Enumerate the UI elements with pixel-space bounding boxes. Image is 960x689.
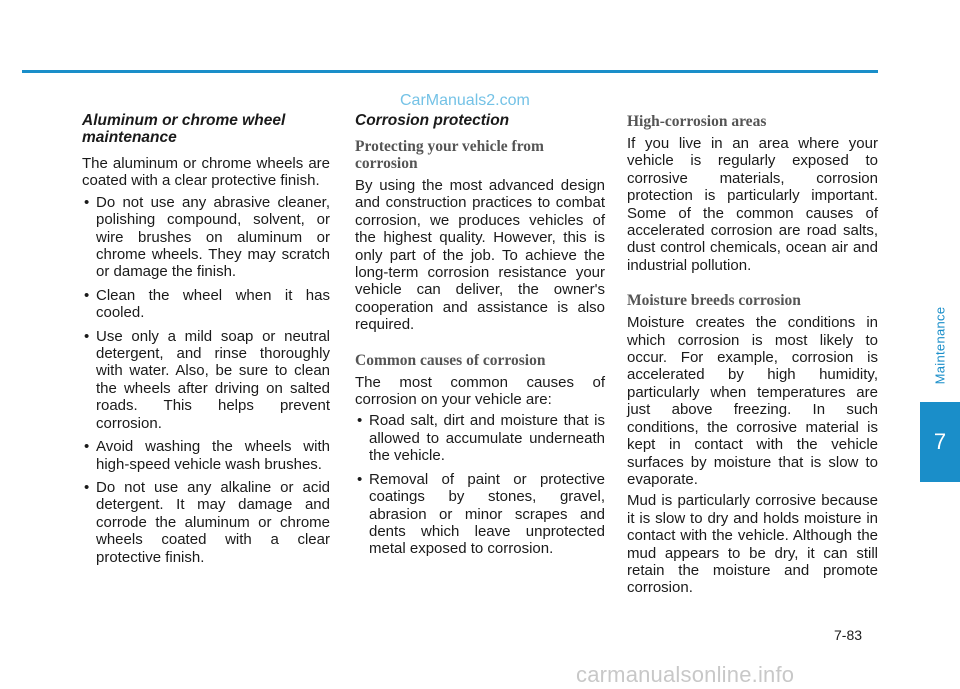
section-heading-wheel: Aluminum or chrome wheel maintenance bbox=[82, 112, 286, 146]
chapter-label bbox=[932, 295, 948, 395]
list-item: • Clean the wheel when it has cooled. bbox=[82, 287, 330, 322]
high-corrosion-paragraph: If you live in an area where your vehicle is regularly exposed to corrosive materials, corrosion protection is particularly important. Some of the common causes of accelerated corrosion are road salts, dust control chemicals, ocean air and industrial pollution. bbox=[627, 135, 878, 274]
chapter-number: 7 bbox=[933, 429, 947, 454]
list-item: • Removal of paint or protective coatings by stones, gravel, abrasion or minor scrapes and dents which leave unprotected metal exposed to corrosion. bbox=[355, 471, 605, 558]
causes-bullet-list bbox=[355, 412, 605, 557]
header-rule bbox=[22, 70, 878, 73]
watermark-bottom: carmanualsonline.info bbox=[576, 662, 795, 687]
list-item: • Do not use any alkaline or acid detergent. It may damage and corrode the aluminum or chrome wheels coated with a clear protective finish. bbox=[82, 479, 330, 566]
list-item: • Do not use any abrasive cleaner, polishing compound, solvent, or wire brushes on aluminum or chrome wheels. They may scratch or damage the finish. bbox=[82, 194, 330, 281]
column-corrosion-areas bbox=[627, 110, 878, 601]
chapter-tab bbox=[920, 402, 960, 482]
subheading-high-corrosion: High-corrosion areas bbox=[627, 113, 767, 130]
wheel-bullet-list bbox=[82, 194, 330, 566]
list-item: • Avoid washing the wheels with high-speed vehicle wash brushes. bbox=[82, 438, 330, 473]
wheel-intro: The aluminum or chrome wheels are coated with a clear protective finish. bbox=[82, 155, 330, 190]
subheading-common-causes: Common causes of corrosion bbox=[355, 351, 546, 369]
chapter-label-text: Maintenance bbox=[932, 306, 948, 384]
subheading-moisture: Moisture breeds corrosion bbox=[627, 292, 801, 310]
watermark-top: CarManuals2.com bbox=[400, 92, 530, 109]
protecting-paragraph: By using the most advanced design and construction practices to combat corrosion, we produces vehicles of the highest quality. However, this is only part of the job. To achieve the long-term corrosion resistance your vehicle can deliver, the owner's cooperation and assistance is also required. bbox=[355, 177, 605, 334]
column-wheel-maintenance bbox=[82, 110, 330, 572]
mud-paragraph: Mud is particularly corrosive because it is slow to dry and holds moisture in contact with the vehicle. Although the mud appears to be dry, it can still retain the moisture and promote corrosion. bbox=[627, 492, 878, 597]
subheading-protecting: Protecting your vehicle from corrosion bbox=[355, 138, 544, 172]
moisture-paragraph: Moisture creates the conditions in which corrosion is most likely to occur. For example, corrosion is accelerated by high humidity, particularly when temperatures are just above freezing. In such conditions, the corrosive material is kept in contact with the vehicle surfaces by moisture that is slow to evaporate. bbox=[627, 314, 878, 488]
common-causes-paragraph: The most common causes of corrosion on your vehicle are: bbox=[355, 373, 605, 409]
list-item: • Use only a mild soap or neutral detergent, and rinse thoroughly with water. Also, be sure to clean the wheels after driving on salted roads. This helps prevent corrosion. bbox=[82, 328, 330, 432]
list-item: • Road salt, dirt and moisture that is allowed to accumulate underneath the vehicle. bbox=[355, 412, 605, 464]
column-corrosion-protection bbox=[355, 110, 605, 564]
page-number: 7-83 bbox=[834, 627, 863, 643]
section-heading-corrosion: Corrosion protection bbox=[355, 112, 510, 129]
